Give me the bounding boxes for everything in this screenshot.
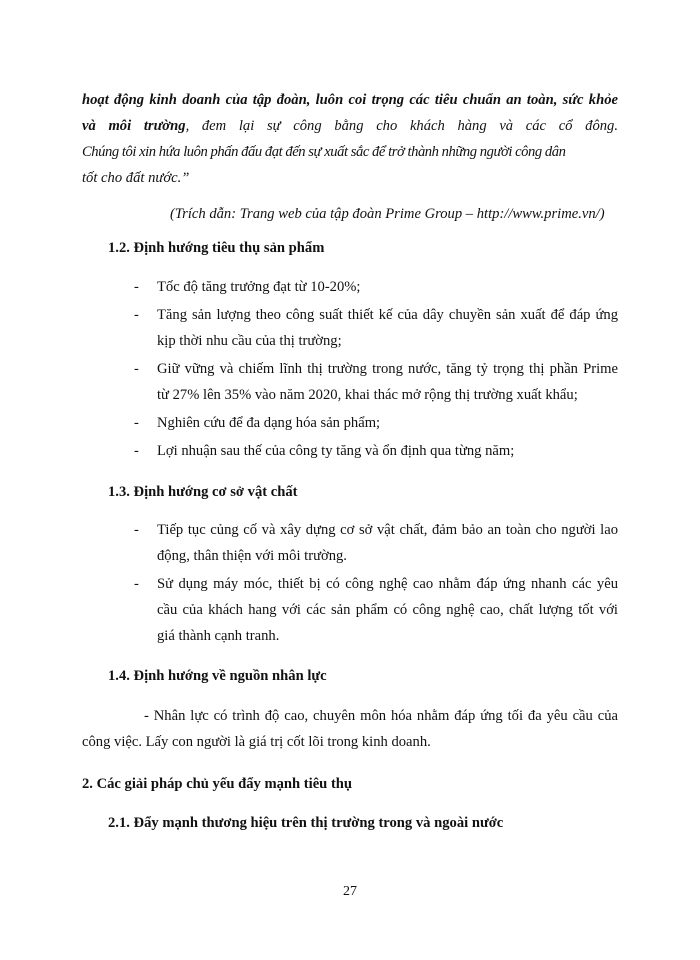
list-item-1-2-d: Nghiên cứu để đa dạng hóa sản phẩm;	[157, 415, 381, 431]
quote-line-2-rest: , đem lại sự công bằng cho khách hàng và các cổ đông.	[185, 118, 618, 134]
quote-line-3: Chúng tôi xin hứa luôn phấn đấu đạt đến sự xuất sắc để trở thành những người công dân	[82, 144, 566, 160]
list-item-1-3-b: Sử dụng máy móc, thiết bị có công nghệ cao nhằm đáp ứng nhanh các yêu	[157, 576, 618, 592]
list-item-1-2-b-cont: kịp thời nhu cầu của thị trường;	[157, 333, 342, 349]
list-item-dash: -	[134, 361, 139, 377]
list-item-dash: -	[134, 307, 139, 323]
heading-1-2: 1.2. Định hướng tiêu thụ sản phẩm	[108, 240, 325, 256]
list-item-dash: -	[134, 576, 139, 592]
quote-line-4: tốt cho đất nước.”	[82, 170, 190, 186]
quote-line-2-bold: và môi trường	[82, 118, 186, 134]
list-item-1-2-a: Tốc độ tăng trưởng đạt từ 10-20%;	[157, 279, 361, 295]
list-item-1-2-c-cont: từ 27% lên 35% vào năm 2020, khai thác mở rộng thị trường xuất khẩu;	[157, 387, 578, 403]
heading-1-4: 1.4. Định hướng về nguồn nhân lực	[108, 668, 327, 684]
list-item-dash: -	[134, 279, 139, 295]
quote-line-2	[82, 116, 618, 136]
list-item-dash: -	[134, 443, 139, 459]
quote-citation: (Trích dẫn: Trang web của tập đoàn Prime Group – http://www.prime.vn/)	[170, 206, 605, 222]
list-item-1-3-a-cont: động, thân thiện với môi trường.	[157, 548, 347, 564]
list-item-1-3-b-cont2: giá thành cạnh tranh.	[157, 628, 280, 644]
list-item-1-2-c: Giữ vững và chiếm lĩnh thị trường trong nước, tăng tỷ trọng thị phần Prime	[157, 361, 618, 377]
heading-1-3: 1.3. Định hướng cơ sở vật chất	[108, 484, 298, 500]
heading-2: 2. Các giải pháp chủ yếu đẩy mạnh tiêu thụ	[82, 776, 353, 792]
quote-line-1: hoạt động kinh doanh của tập đoàn, luôn coi trọng các tiêu chuẩn an toàn, sức khỏe	[82, 92, 618, 108]
page-number: 27	[343, 884, 357, 899]
list-item-1-2-b: Tăng sản lượng theo công suất thiết kế của dây chuyền sản xuất để đáp ứng	[157, 307, 618, 323]
list-item-dash: -	[134, 415, 139, 431]
list-item-1-3-b-cont: cầu của khách hang với các sản phẩm có công nghệ cao, chất lượng tốt với	[157, 602, 618, 618]
list-item-1-2-e: Lợi nhuận sau thế của công ty tăng và ổn định qua từng năm;	[157, 443, 515, 459]
heading-2-1: 2.1. Đẩy mạnh thương hiệu trên thị trường trong và ngoài nước	[108, 815, 504, 831]
paragraph-1-4-line-1: - Nhân lực có trình độ cao, chuyên môn hóa nhằm đáp ứng tối đa yêu cầu của	[144, 708, 618, 724]
list-item-dash: -	[134, 522, 139, 538]
list-item-1-3-a: Tiếp tục củng cố và xây dựng cơ sở vật chất, đảm bảo an toàn cho người lao	[157, 522, 618, 538]
paragraph-1-4-line-2: công việc. Lấy con người là giá trị cốt lõi trong kinh doanh.	[82, 734, 431, 750]
